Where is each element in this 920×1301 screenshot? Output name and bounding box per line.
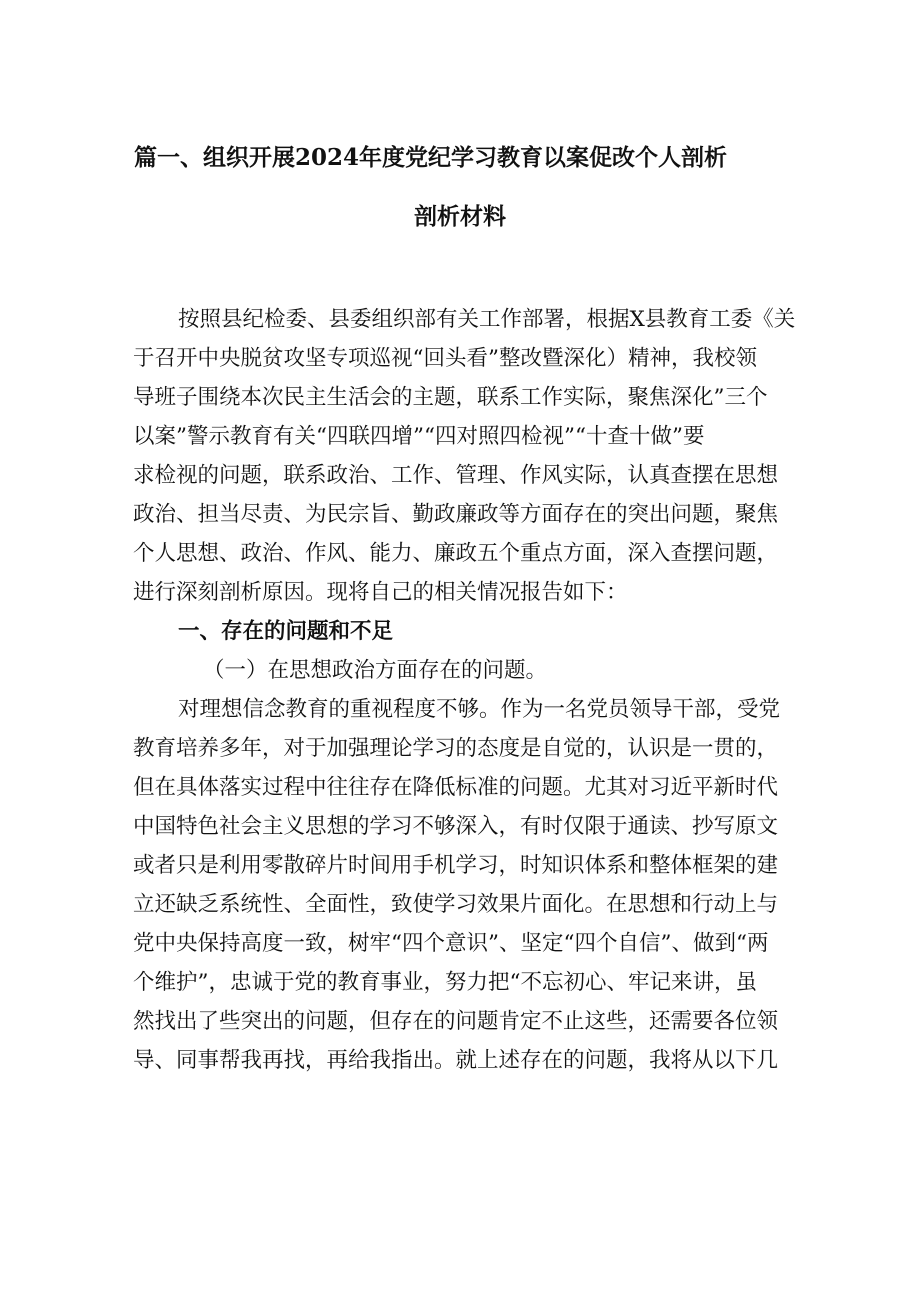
paragraph-line: 或者只是利用零散碎片时间用手机学习，时知识体系和整体框架的建 (133, 853, 779, 878)
paragraph-line: 政治、担当尽责、为民宗旨、勤政廉政等方面存在的突出问题，聚焦 (133, 502, 779, 527)
paragraph-line: 个人思想、政治、作风、能力、廉政五个重点方面，深入查摆问题， (133, 541, 779, 566)
paragraph-line: 于召开中央脱贫攻坚专项巡视“回头看”整改暨深化）精神，我校领 (133, 346, 757, 371)
paragraph-line: 然找出了些突出的问题，但存在的问题肯定不止这些，还需要各位领 (133, 1009, 779, 1034)
subsection-heading: （一）在思想政治方面存在的问题。 (203, 658, 548, 683)
paragraph-line: 进行深刻剖析原因。现将自己的相关情况报告如下： (133, 580, 628, 605)
paragraph-line: 导班子围绕本次民主生活会的主题，联系工作实际，聚焦深化”三个 (133, 385, 768, 410)
document-title-line-2: 剖析材料 (414, 203, 506, 230)
paragraph-line: 但在具体落实过程中往往存在降低标准的问题。尤其对习近平新时代 (133, 775, 779, 800)
document-title-line-1: 篇一、组织开展2024年度党纪学习教育以案促改个人剖析 (134, 144, 728, 171)
section-heading: 一、存在的问题和不足 (178, 619, 394, 644)
intro-paragraph (133, 300, 796, 1080)
paragraph-line: 党中央保持高度一致，树牢“四个意识”、坚定“四个自信”、做到“两 (133, 931, 769, 956)
paragraph-line: 立还缺乏系统性、全面性，致使学习效果片面化。在思想和行动上与 (133, 892, 779, 917)
paragraph-line: 以案”警示教育有关“四联四增”“四对照四检视”“十查十做”要 (133, 424, 705, 449)
paragraph-line: 求检视的问题，联系政治、工作、管理、作风实际，认真查摆在思想 (133, 463, 779, 488)
paragraph-line: 教育培养多年，对于加强理论学习的态度是自觉的，认识是一贯的， (133, 736, 779, 761)
paragraph-line: 个维护”，忠诚于党的教育事业，努力把“不忘初心、牢记来讲，虽 (133, 970, 757, 995)
paragraph-line: 对理想信念教育的重视程度不够。作为一名党员领导干部，受党 (178, 697, 781, 722)
paragraph-line: 按照县纪检委、县委组织部有关工作部署，根据X县教育工委《关 (178, 307, 796, 332)
paragraph-line: 导、同事帮我再找，再给我指出。就上述存在的问题，我将从以下几 (133, 1048, 779, 1073)
paragraph-line: 中国特色社会主义思想的学习不够深入，有时仅限于通读、抄写原文 (133, 814, 779, 839)
